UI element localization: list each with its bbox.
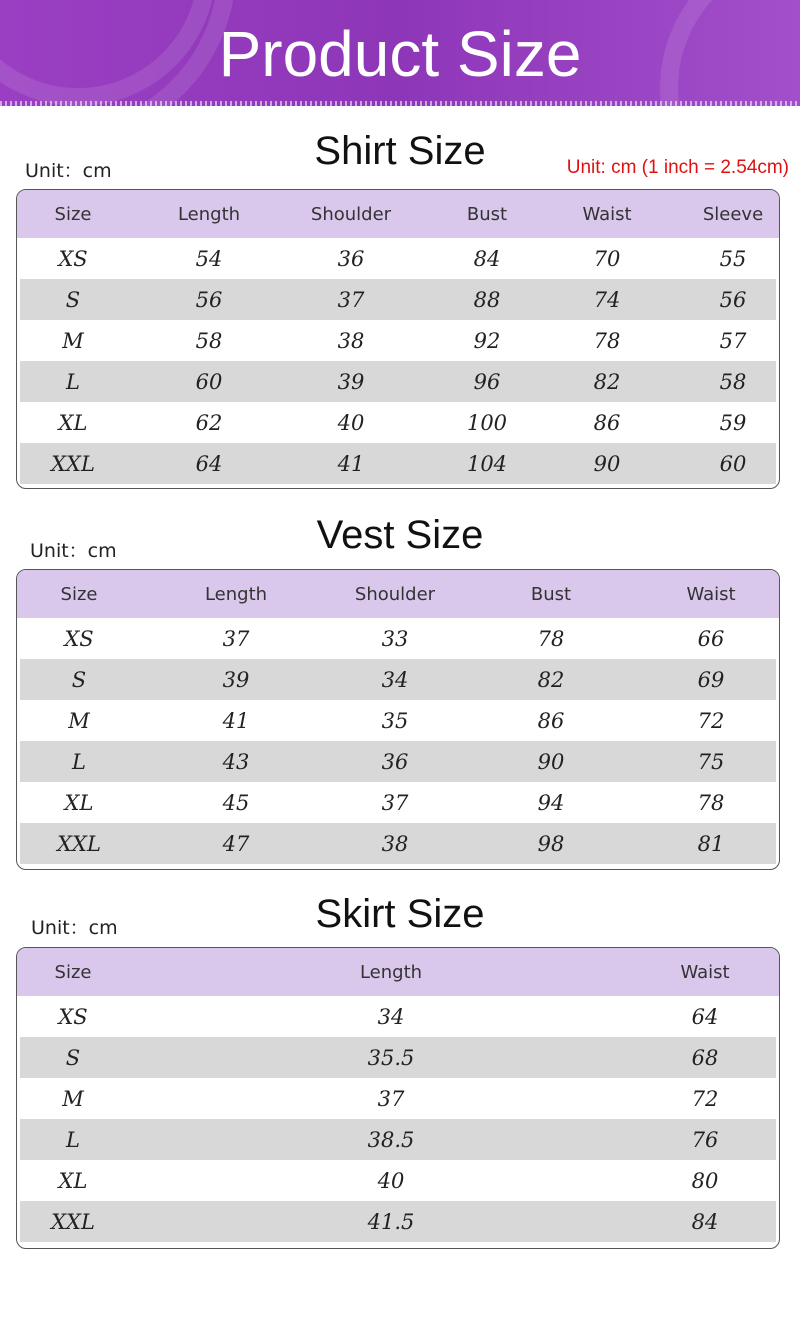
table-cell: 90 xyxy=(537,749,565,774)
table-cell: 39 xyxy=(222,667,250,692)
skirt-unit-label: Unit：cm xyxy=(31,917,118,939)
table-cell: XL xyxy=(64,790,94,815)
table-cell: 64 xyxy=(691,1004,719,1029)
table-cell: 58 xyxy=(195,328,223,353)
table-cell: 40 xyxy=(337,410,365,435)
table-cell: XS xyxy=(58,246,88,271)
column-header: Waist xyxy=(680,961,730,983)
table-cell: 90 xyxy=(593,451,621,476)
table-cell: 47 xyxy=(222,831,250,856)
table-cell: S xyxy=(65,287,81,312)
table-cell: XL xyxy=(58,1168,88,1193)
table-cell: 37 xyxy=(377,1086,405,1111)
table-cell: XS xyxy=(64,626,94,651)
table-cell: 36 xyxy=(381,749,409,774)
table-cell: 68 xyxy=(691,1045,719,1070)
table-row xyxy=(20,238,776,279)
shirt-unit-label: Unit：cm xyxy=(25,160,112,182)
table-cell: 92 xyxy=(473,328,501,353)
table-cell: 98 xyxy=(537,831,565,856)
table-row xyxy=(20,1160,776,1201)
table-cell: 39 xyxy=(337,369,365,394)
table-cell: 78 xyxy=(593,328,621,353)
column-header: Length xyxy=(359,961,423,983)
vest-size-table xyxy=(16,569,780,870)
skirt-size-table xyxy=(16,947,780,1249)
table-row xyxy=(20,361,776,402)
shirt-size-title: Shirt Size xyxy=(314,129,486,173)
table-cell: 104 xyxy=(466,451,508,476)
column-header: Waist xyxy=(686,583,736,605)
table-row xyxy=(20,279,776,320)
skirt-table-header xyxy=(17,948,779,996)
shirt-table-header xyxy=(17,190,779,238)
table-cell: 84 xyxy=(473,246,501,271)
table-cell: XXL xyxy=(57,831,101,856)
table-cell: 35.5 xyxy=(367,1045,415,1070)
table-cell: 34 xyxy=(377,1004,405,1029)
table-cell: L xyxy=(72,749,86,774)
table-row xyxy=(20,741,776,782)
table-cell: 62 xyxy=(195,410,223,435)
table-cell: 58 xyxy=(719,369,747,394)
table-cell: XXL xyxy=(51,451,95,476)
table-row xyxy=(20,1078,776,1119)
column-header: Bust xyxy=(530,583,572,605)
table-cell: 56 xyxy=(195,287,223,312)
table-cell: 33 xyxy=(381,626,409,651)
table-cell: 38 xyxy=(381,831,409,856)
column-header: Waist xyxy=(582,203,632,225)
table-row xyxy=(20,659,776,700)
table-cell: 41.5 xyxy=(367,1209,415,1234)
table-cell: 70 xyxy=(593,246,621,271)
table-cell: 66 xyxy=(697,626,725,651)
table-cell: L xyxy=(66,369,80,394)
column-header: Size xyxy=(54,961,92,983)
table-cell: 34 xyxy=(381,667,409,692)
table-cell: 37 xyxy=(222,626,250,651)
table-cell: 100 xyxy=(466,410,508,435)
table-cell: 60 xyxy=(195,369,223,394)
vest-size-title: Vest Size xyxy=(316,513,484,557)
table-row xyxy=(20,320,776,361)
table-row xyxy=(20,402,776,443)
table-cell: 45 xyxy=(222,790,250,815)
table-cell: M xyxy=(62,328,84,353)
banner-stripe xyxy=(0,101,800,106)
table-cell: S xyxy=(65,1045,81,1070)
table-cell: 86 xyxy=(593,410,621,435)
table-cell: 57 xyxy=(719,328,747,353)
table-cell: 78 xyxy=(697,790,725,815)
column-header: Size xyxy=(60,583,98,605)
table-cell: 59 xyxy=(719,410,747,435)
table-cell: 76 xyxy=(691,1127,719,1152)
table-cell: 41 xyxy=(337,451,365,476)
table-row xyxy=(20,1201,776,1242)
column-header: Shoulder xyxy=(310,203,392,225)
table-cell: 37 xyxy=(337,287,365,312)
table-cell: 60 xyxy=(719,451,747,476)
table-cell: 40 xyxy=(377,1168,405,1193)
table-cell: XL xyxy=(58,410,88,435)
table-row xyxy=(20,700,776,741)
table-row xyxy=(20,1119,776,1160)
shirt-size-table xyxy=(16,189,780,489)
table-cell: 35 xyxy=(381,708,409,733)
vest-table-header xyxy=(17,570,779,618)
column-header: Length xyxy=(177,203,241,225)
table-row xyxy=(20,443,776,484)
table-cell: 84 xyxy=(691,1209,719,1234)
table-row xyxy=(20,996,776,1037)
table-cell: 55 xyxy=(719,246,747,271)
column-header: Length xyxy=(204,583,268,605)
table-cell: 82 xyxy=(593,369,621,394)
table-cell: 96 xyxy=(473,369,501,394)
table-cell: L xyxy=(66,1127,80,1152)
table-cell: 38 xyxy=(337,328,365,353)
column-header: Shoulder xyxy=(354,583,436,605)
table-cell: 86 xyxy=(537,708,565,733)
table-cell: S xyxy=(71,667,87,692)
table-row xyxy=(20,618,776,659)
table-cell: 43 xyxy=(222,749,250,774)
table-cell: M xyxy=(62,1086,84,1111)
table-cell: 78 xyxy=(537,626,565,651)
table-cell: 80 xyxy=(691,1168,719,1193)
table-row xyxy=(20,823,776,864)
column-header: Bust xyxy=(466,203,508,225)
table-cell: 36 xyxy=(337,246,365,271)
table-cell: XS xyxy=(58,1004,88,1029)
unit-conversion-note: Unit: cm (1 inch = 2.54cm) xyxy=(566,157,789,178)
table-cell: 72 xyxy=(697,708,725,733)
table-cell: 88 xyxy=(473,287,501,312)
skirt-size-title: Skirt Size xyxy=(315,892,485,936)
column-header: Sleeve xyxy=(702,203,764,225)
table-cell: 94 xyxy=(537,790,565,815)
page-title: Product Size xyxy=(218,18,582,90)
table-cell: 72 xyxy=(691,1086,719,1111)
table-cell: 75 xyxy=(697,749,725,774)
table-cell: XXL xyxy=(51,1209,95,1234)
table-cell: 81 xyxy=(697,831,725,856)
table-row xyxy=(20,782,776,823)
table-cell: 41 xyxy=(222,708,250,733)
table-cell: 82 xyxy=(537,667,565,692)
table-cell: 56 xyxy=(719,287,747,312)
table-cell: 74 xyxy=(593,287,621,312)
table-row xyxy=(20,1037,776,1078)
column-header: Size xyxy=(54,203,92,225)
table-cell: M xyxy=(68,708,90,733)
table-cell: 69 xyxy=(697,667,725,692)
vest-unit-label: Unit：cm xyxy=(30,540,117,562)
table-cell: 38.5 xyxy=(367,1127,415,1152)
table-cell: 54 xyxy=(195,246,223,271)
table-cell: 64 xyxy=(195,451,223,476)
table-cell: 37 xyxy=(381,790,409,815)
title-banner xyxy=(0,0,800,106)
